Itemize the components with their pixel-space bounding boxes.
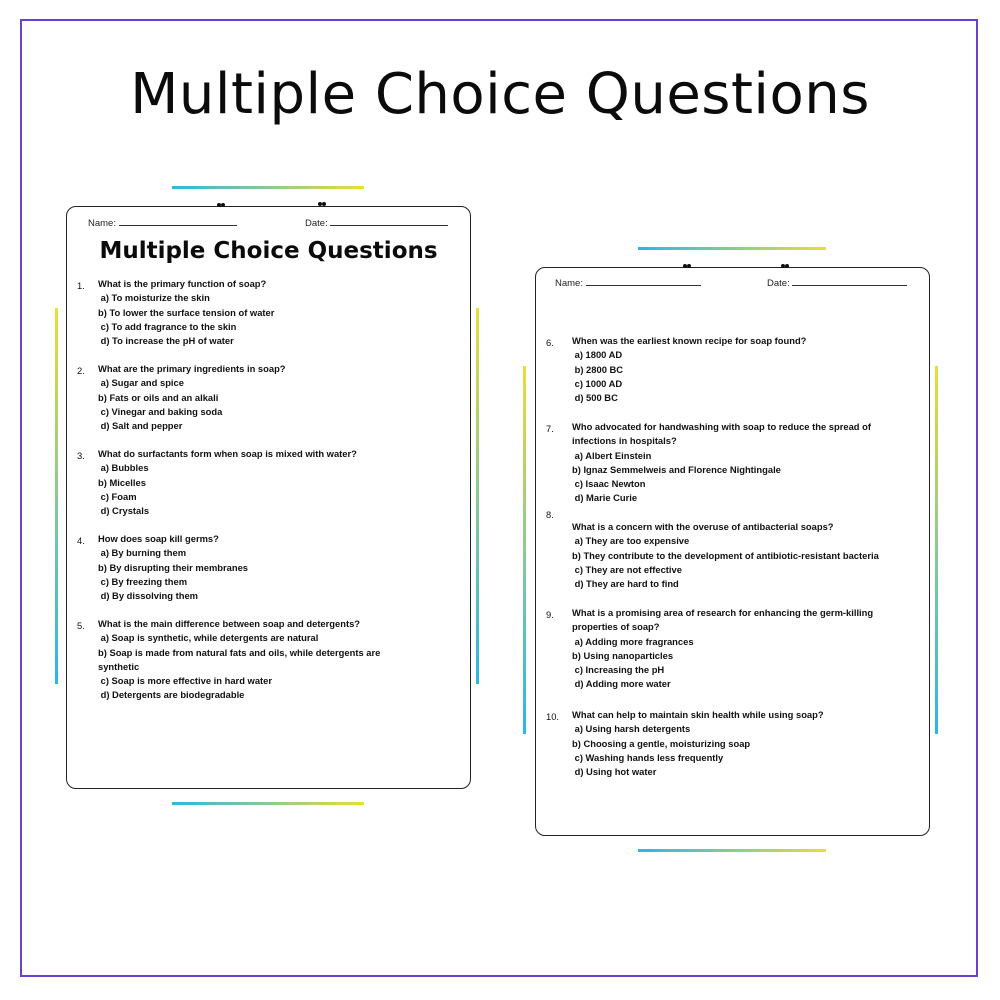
- answer-option[interactable]: b) Fats or oils and an alkali: [98, 391, 219, 403]
- answer-option[interactable]: a) They are too expensive: [572, 535, 690, 547]
- question-number: 6.: [546, 337, 554, 348]
- question-body: [572, 520, 879, 591]
- decor-line-left-outer: [55, 308, 58, 684]
- binder-ring-icon: [217, 203, 225, 208]
- answer-option[interactable]: d) Salt and pepper: [98, 420, 183, 432]
- decor-line-right-outer: [935, 366, 938, 734]
- answer-option[interactable]: d) By dissolving them: [98, 590, 199, 602]
- answer-option[interactable]: b) Choosing a gentle, moisturizing soap: [572, 737, 751, 749]
- name-label: Name:: [555, 278, 583, 289]
- answer-option[interactable]: a) Sugar and spice: [98, 377, 184, 389]
- answer-option[interactable]: b) By disrupting their membranes: [98, 561, 249, 573]
- question-number: 7.: [546, 423, 554, 434]
- question-body: [98, 277, 274, 348]
- name-label: Name:: [88, 218, 116, 229]
- answer-option[interactable]: a) 1800 AD: [572, 349, 623, 361]
- question-number: 3.: [77, 450, 85, 461]
- question-text: infections in hospitals?: [572, 435, 677, 447]
- question-number: 4.: [77, 535, 85, 546]
- question-body: [98, 532, 248, 603]
- question-number: 10.: [546, 711, 560, 722]
- answer-option[interactable]: d) Using hot water: [572, 766, 657, 778]
- answer-option[interactable]: c) By freezing them: [98, 575, 188, 587]
- answer-option[interactable]: c) To add fragrance to the skin: [98, 320, 237, 332]
- question-text: How does soap kill germs?: [98, 533, 219, 544]
- question-text: What is the primary function of soap?: [98, 278, 267, 289]
- date-line: [330, 225, 448, 226]
- question-number: 8.: [546, 509, 554, 520]
- question-text: What is the main difference between soap and detergents?: [98, 618, 361, 629]
- question-body: [572, 420, 871, 506]
- binder-ring-icon: [781, 264, 789, 269]
- decor-line-left-inner: [476, 308, 479, 684]
- question-number: 9.: [546, 609, 554, 620]
- answer-option[interactable]: d) Marie Curie: [572, 492, 638, 504]
- question-number: 5.: [77, 620, 85, 631]
- answer-option[interactable]: c) Isaac Newton: [572, 478, 646, 490]
- decor-line-top-left: [172, 186, 364, 189]
- question-body: [98, 617, 380, 703]
- decor-line-top-right: [638, 247, 826, 250]
- answer-option[interactable]: c) Washing hands less frequently: [572, 751, 724, 763]
- binder-ring-icon: [318, 202, 326, 207]
- answer-option[interactable]: c) Vinegar and baking soda: [98, 405, 223, 417]
- answer-option[interactable]: b) 2800 BC: [572, 363, 624, 375]
- date-field[interactable]: [767, 278, 907, 289]
- date-line: [792, 285, 907, 286]
- answer-option[interactable]: a) Soap is synthetic, while detergents are natural: [98, 632, 319, 644]
- question-number: 2.: [77, 365, 85, 376]
- answer-option[interactable]: b) To lower the surface tension of water: [98, 306, 275, 318]
- answer-option[interactable]: b) Ignaz Semmelweis and Florence Nightingale: [572, 463, 781, 475]
- answer-option[interactable]: c) 1000 AD: [572, 377, 623, 389]
- worksheet-page-1: [66, 206, 471, 789]
- date-label: Date:: [767, 278, 790, 289]
- answer-option[interactable]: a) Albert Einstein: [572, 449, 652, 461]
- answer-option[interactable]: d) Crystals: [98, 505, 150, 517]
- question-text: Who advocated for handwashing with soap to reduce the spread of: [572, 421, 871, 432]
- answer-option[interactable]: d) They are hard to find: [572, 578, 679, 590]
- question-text: What are the primary ingredients in soap?: [98, 363, 286, 374]
- question-text: When was the earliest known recipe for soap found?: [572, 335, 807, 346]
- answer-option[interactable]: c) Soap is more effective in hard water: [98, 675, 273, 687]
- sheet-title: Multiple Choice Questions: [99, 238, 438, 264]
- decor-line-bottom-left: [172, 802, 364, 805]
- answer-option[interactable]: synthetic: [98, 660, 140, 672]
- decor-line-right-inner: [523, 366, 526, 734]
- name-field[interactable]: [555, 278, 701, 289]
- date-label: Date:: [305, 218, 328, 229]
- binder-ring-icon: [683, 264, 691, 269]
- answer-option[interactable]: b) Micelles: [98, 476, 146, 488]
- answer-option[interactable]: c) They are not effective: [572, 563, 682, 575]
- page-title: Multiple Choice Questions: [130, 62, 870, 127]
- question-body: [98, 362, 286, 433]
- answer-option[interactable]: c) Foam: [98, 490, 137, 502]
- answer-option[interactable]: a) Using harsh detergents: [572, 723, 691, 735]
- question-body: [572, 708, 824, 779]
- answer-option[interactable]: a) By burning them: [98, 547, 187, 559]
- name-field[interactable]: [88, 218, 237, 229]
- answer-option[interactable]: d) 500 BC: [572, 392, 618, 404]
- question-text: What do surfactants form when soap is mixed with water?: [98, 448, 357, 459]
- question-text: properties of soap?: [572, 621, 660, 633]
- name-line: [586, 285, 701, 286]
- answer-option[interactable]: c) Increasing the pH: [572, 664, 665, 676]
- question-body: [572, 334, 806, 405]
- date-field[interactable]: [305, 218, 448, 229]
- question-text: What is a promising area of research for enhancing the germ-killing: [572, 607, 874, 618]
- answer-option[interactable]: a) Bubbles: [98, 462, 149, 474]
- question-body: [98, 447, 357, 518]
- answer-option[interactable]: a) Adding more fragrances: [572, 635, 694, 647]
- answer-option[interactable]: d) To increase the pH of water: [98, 335, 234, 347]
- answer-option[interactable]: d) Detergents are biodegradable: [98, 689, 245, 701]
- question-text: What can help to maintain skin health while using soap?: [572, 709, 824, 720]
- name-line: [119, 225, 237, 226]
- question-number: 1.: [77, 280, 85, 291]
- answer-option[interactable]: b) Soap is made from natural fats and oils, while detergents are: [98, 646, 381, 658]
- answer-option[interactable]: a) To moisturize the skin: [98, 292, 210, 304]
- answer-option[interactable]: b) Using nanoparticles: [572, 649, 674, 661]
- question-text: What is a concern with the overuse of antibacterial soaps?: [572, 521, 834, 532]
- answer-option[interactable]: d) Adding more water: [572, 678, 671, 690]
- decor-line-bottom-right: [638, 849, 826, 852]
- question-body: [572, 606, 873, 692]
- answer-option[interactable]: b) They contribute to the development of antibiotic-resistant bacteria: [572, 549, 879, 561]
- worksheet-page-2: [535, 267, 930, 836]
